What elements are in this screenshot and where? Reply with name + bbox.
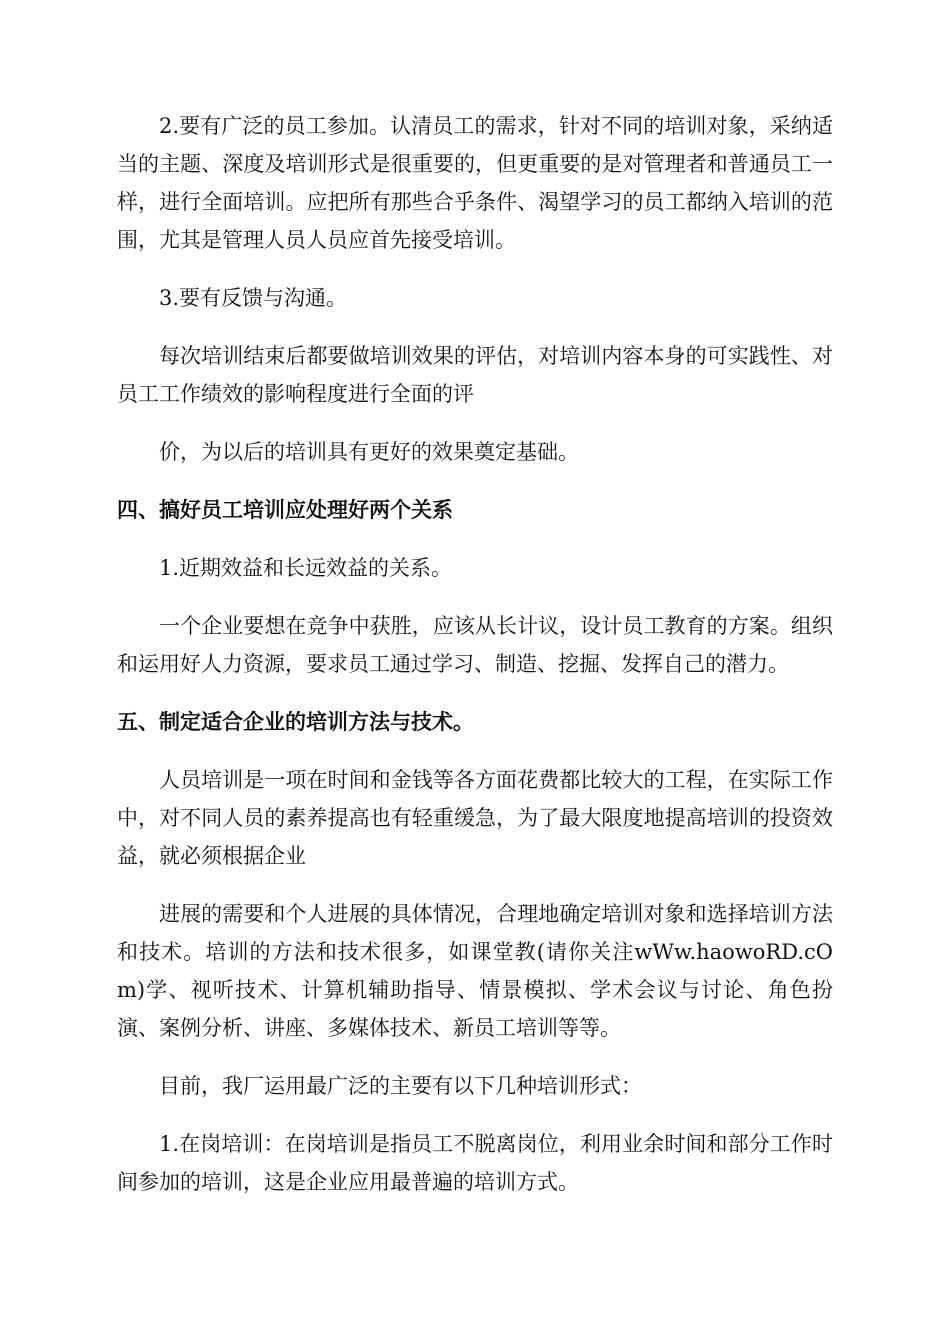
section-heading: 四、搞好员工培训应处理好两个关系: [117, 498, 453, 522]
document-page: [117, 107, 833, 1221]
paragraph: 人员培训是一项在时间和金钱等各方面花费都比较大的工程，在实际工作中，对不同人员的素养提高也有轻重缓急，为了最大限度地提高培训的投资效益，就必须根据企业: [117, 768, 833, 868]
paragraph: 3.要有反馈与沟通。: [159, 286, 348, 310]
paragraph: 进展的需要和个人进展的具体情况，合理地确定培训对象和选择培训方法和技术。培训的方法和技术很多，如课堂教(请你关注wWw.haowoRD.cOm)学、视听技术、计算机辅助指导、情景模拟、学术会议与讨论、角色扮演、案例分析、讲座、多媒体技术、新员工培训等等。: [117, 902, 833, 1040]
paragraph: 1.在岗培训：在岗培训是指员工不脱离岗位，利用业余时间和部分工作时间参加的培训，这是企业应用最普遍的培训方式。: [117, 1132, 833, 1194]
section-heading: 五、制定适合企业的培训方法与技术。: [117, 710, 474, 734]
paragraph: 价，为以后的培训具有更好的效果奠定基础。: [159, 440, 579, 464]
paragraph: 一个企业要想在竞争中获胜，应该从长计议，设计员工教育的方案。组织和运用好人力资源，要求员工通过学习、制造、挖掘、发挥自己的潜力。: [117, 614, 833, 676]
paragraph: 每次培训结束后都要做培训效果的评估，对培训内容本身的可实践性、对员工工作绩效的影响程度进行全面的评: [117, 344, 833, 406]
paragraph: 1.近期效益和长远效益的关系。: [159, 556, 453, 580]
paragraph: 2.要有广泛的员工参加。认清员工的需求，针对不同的培训对象，采纳适当的主题、深度及培训形式是很重要的，但更重要的是对管理者和普通员工一样，进行全面培训。应把所有那些合乎条件、渴望学习的员工都纳入培训的范围，尤其是管理人员人员应首先接受培训。: [117, 114, 833, 252]
paragraph: 目前，我厂运用最广泛的主要有以下几种培训形式：: [159, 1074, 642, 1098]
